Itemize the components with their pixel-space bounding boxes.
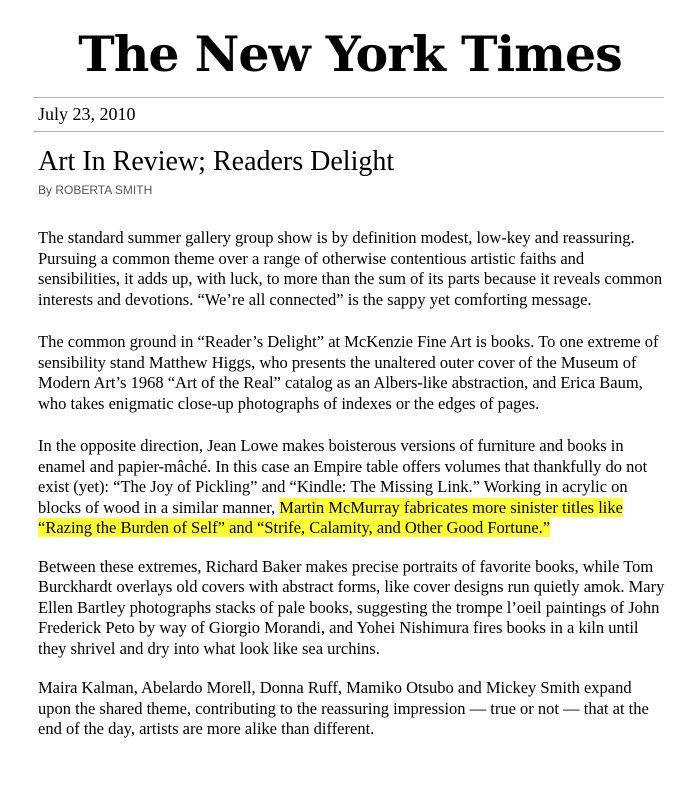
article-paragraph <box>38 436 668 539</box>
article-paragraph: Between these extremes, Richard Baker makes precise portraits of favorite books, while Tom Burckhardt overlays old covers with abstract forms, like cover designs run quietly amok. Mary Ellen Bartley photographs stacks of pale books, suggesting the trompe l’oeil paintings of John Frederick Peto by way of Giorgio Morandi, and Yohei Nishimura fires books in a kiln until they shrivel and dry into what look like sea urchins. <box>38 556 665 658</box>
article-paragraph: The standard summer gallery group show is by definition modest, low-key and reassuring. Pursuing a common theme over a range of otherwise contentious artistic faiths and sensibilities, it adds up, with luck, to more than the sum of its parts because it reveals common interests and devotions. “We’re all connected” is the sappy yet comforting message. <box>38 228 663 309</box>
article-byline: By ROBERTA SMITH <box>38 183 153 197</box>
article-date: July 23, 2010 <box>38 104 136 124</box>
divider-middle <box>33 131 664 132</box>
article-paragraph: The common ground in “Reader’s Delight” at McKenzie Fine Art is books. To one extreme of sensibility stand Matthew Higgs, who presents the unaltered outer cover of the Museum of Modern Art’s 1968 “Art of the Real” catalog as an Albers-like abstraction, and Erica Baum, who takes enigmatic close-up photographs of indexes or the edges of pages. <box>38 332 659 413</box>
masthead-logo: The New York Times <box>78 25 622 83</box>
article-body <box>38 228 668 762</box>
article-paragraph: Maira Kalman, Abelardo Morell, Donna Ruff, Mamiko Otsubo and Mickey Smith expand upon the shared theme, contributing to the reassuring impression — true or not — that at the end of the day, artists are more alike than different. <box>38 678 649 738</box>
highlighted-text: Martin McMurray fabricates more sinister titles like “Razing the Burden of Self” and “Strife, Calamity, and Other Good Fortune.” <box>38 497 623 537</box>
article-headline: Art In Review; Readers Delight <box>38 146 395 177</box>
divider-top <box>33 97 664 98</box>
paragraph-text: In the opposite direction, Jean Lowe makes boisterous versions of furniture and books in enamel and papier-mâché. In this case an Empire table offers volumes that thankfully do not exist (yet): “The Joy of Pickling” and “Kindle: The Missing Link.” Working in acrylic on blocks of wood in a similar manner, <box>38 436 648 517</box>
